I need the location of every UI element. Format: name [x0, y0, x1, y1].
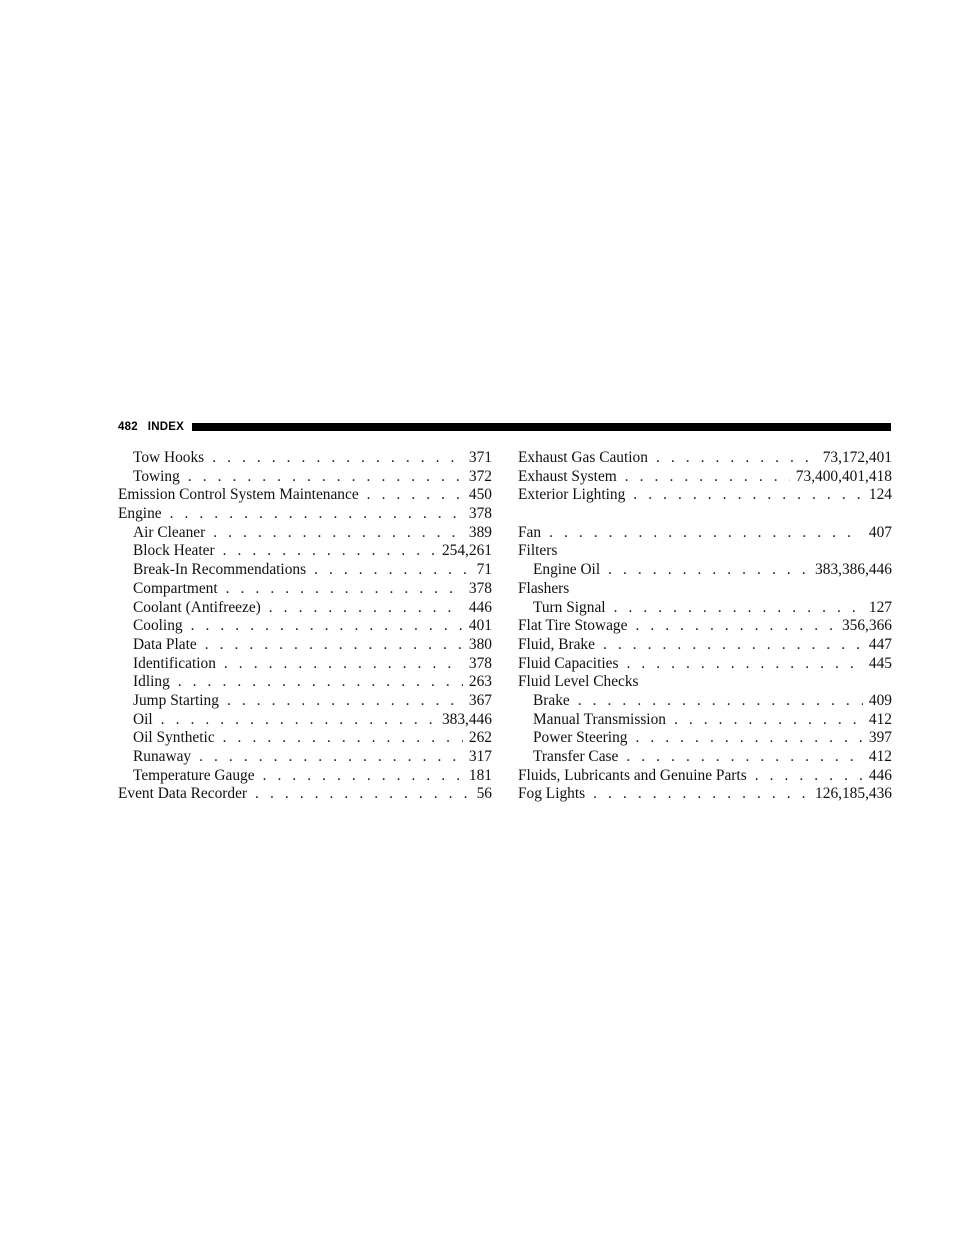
index-page-refs: 73,400,401,418: [795, 467, 892, 485]
index-page-refs: 378: [468, 579, 492, 597]
index-subentry: [518, 748, 892, 767]
dot-leader: [255, 785, 471, 804]
index-term: Flat Tire Stowage: [518, 617, 628, 635]
index-entry: [518, 542, 892, 561]
index-term: Coolant (Antifreeze): [133, 598, 261, 616]
index-entry: [518, 636, 892, 655]
index-page-refs: 412: [868, 748, 892, 765]
index-page-refs: 383,386,446: [815, 561, 892, 579]
index-entry: [518, 785, 892, 804]
index-term: Oil: [133, 710, 153, 728]
index-subentry: [118, 599, 492, 618]
dot-leader: [635, 617, 836, 636]
dot-leader: [549, 524, 863, 543]
index-term: Fluid Level Checks: [518, 673, 639, 691]
dot-leader: [212, 449, 463, 468]
index-entry: [518, 617, 892, 636]
index-page-refs: 262: [468, 729, 492, 747]
dot-leader: [199, 748, 463, 767]
index-term: Air Cleaner: [133, 523, 206, 541]
index-term: Runaway: [133, 748, 192, 765]
index-page-refs: 446: [468, 598, 492, 616]
index-page-refs: 127: [868, 598, 892, 616]
dot-leader: [593, 785, 809, 804]
dot-leader: [578, 692, 863, 711]
index-entry: [518, 580, 892, 599]
index-page-refs: 446: [868, 766, 892, 784]
dot-leader: [608, 561, 809, 580]
index-term: Engine Oil: [533, 561, 601, 579]
index-subentry: [118, 561, 492, 580]
index-page-refs: 447: [868, 635, 892, 653]
index-entry: [518, 524, 892, 543]
index-page-refs: 450: [468, 486, 492, 504]
index-subentry: [118, 729, 492, 748]
dot-leader: [170, 505, 463, 524]
dot-leader: [633, 486, 863, 505]
index-term: Exhaust System: [518, 467, 617, 485]
index-column-left: [118, 449, 492, 804]
dot-leader: [226, 580, 463, 599]
index-subentry: [118, 655, 492, 674]
index-entry: [518, 767, 892, 786]
dot-leader: [626, 748, 863, 767]
index-page-refs: 378: [468, 505, 492, 523]
index-subentry: [118, 617, 492, 636]
index-term: Fluid, Brake: [518, 635, 595, 653]
index-page-refs: 445: [868, 654, 892, 672]
index-page-refs: 380: [468, 635, 492, 653]
dot-leader: [603, 636, 863, 655]
dot-leader: [224, 655, 463, 674]
dot-leader: [625, 468, 790, 487]
index-entry: [518, 655, 892, 674]
dot-leader: [223, 729, 463, 748]
index-term: Exhaust Gas Caution: [518, 449, 648, 466]
index-subentry: [118, 692, 492, 711]
index-page-refs: 254,261: [441, 542, 492, 560]
dot-leader: [263, 767, 463, 786]
index-entry: [118, 505, 492, 524]
index-page-refs: 56: [476, 785, 492, 803]
index-term: Transfer Case: [533, 748, 619, 765]
index-subentry: [518, 599, 892, 618]
index-term: Cooling: [133, 617, 183, 635]
index-term: Compartment: [133, 579, 218, 597]
index-page-refs: 317: [468, 748, 492, 765]
index-entry: [518, 449, 892, 468]
index-page-refs: 383,446: [441, 710, 492, 728]
dot-leader: [161, 711, 436, 730]
index-page-refs: 73,172,401: [822, 449, 892, 466]
index-entry: [118, 486, 492, 505]
index-term: Brake: [533, 691, 570, 709]
index-page-refs: 124: [868, 486, 892, 504]
index-term: Event Data Recorder: [118, 785, 248, 803]
index-entry: [118, 785, 492, 804]
index-term: Power Steering: [533, 729, 628, 747]
index-subentry: [518, 692, 892, 711]
index-subentry: [118, 468, 492, 487]
dot-leader: [188, 468, 463, 487]
index-subentry: [118, 449, 492, 468]
index-term: Idling: [133, 673, 170, 691]
index-term: Block Heater: [133, 542, 215, 560]
index-term: Fluid Capacities: [518, 654, 619, 672]
index-term: Data Plate: [133, 635, 197, 653]
index-page-refs: 372: [468, 467, 492, 485]
index-term: Jump Starting: [133, 691, 219, 709]
header-rule: [192, 423, 891, 431]
index-subentry: [518, 711, 892, 730]
index-page-refs: 367: [468, 691, 492, 709]
index-term: Break-In Recommendations: [133, 561, 307, 579]
section-title: INDEX: [147, 421, 184, 433]
index-subentry: [118, 711, 492, 730]
index-page-refs: 126,185,436: [815, 785, 892, 803]
index-page-refs: 263: [468, 673, 492, 691]
index-term: Towing: [133, 467, 180, 485]
index-page-refs: 378: [468, 654, 492, 672]
index-page-refs: 371: [468, 449, 492, 466]
index-subentry: [118, 636, 492, 655]
index-page-refs: 409: [868, 691, 892, 709]
index-page-refs: 181: [468, 766, 492, 784]
dot-leader: [367, 486, 463, 505]
index-term: Identification: [133, 654, 216, 672]
page-number: 482: [118, 421, 138, 433]
index-entry: [518, 486, 892, 505]
index-subentry: [118, 542, 492, 561]
index-term: Oil Synthetic: [133, 729, 215, 747]
index-term: Manual Transmission: [533, 710, 666, 728]
dot-leader: [314, 561, 471, 580]
dot-leader: [614, 599, 863, 618]
dot-leader: [626, 655, 862, 674]
index-subentry: [118, 524, 492, 543]
dot-leader: [656, 449, 817, 468]
dot-leader: [223, 542, 436, 561]
index-page-refs: 412: [868, 710, 892, 728]
index-entry: [518, 468, 892, 487]
index-page-refs: 389: [468, 523, 492, 541]
index-subentry: [118, 580, 492, 599]
dot-leader: [269, 599, 463, 618]
index-gap: [518, 505, 892, 524]
index-page-refs: 407: [868, 523, 892, 541]
dot-leader: [635, 729, 862, 748]
index-page-refs: 71: [476, 561, 492, 579]
dot-leader: [674, 711, 863, 730]
index-term: Flashers: [518, 579, 570, 597]
index-page-refs: 401: [468, 617, 492, 635]
index-term: Engine: [118, 505, 162, 523]
dot-leader: [227, 692, 463, 711]
page-header: [118, 419, 891, 435]
index-term: Fan: [518, 523, 542, 541]
dot-leader: [191, 617, 463, 636]
index-subentry: [118, 767, 492, 786]
index-term: Fog Lights: [518, 785, 586, 803]
index-entry: [518, 673, 892, 692]
index-term: Tow Hooks: [133, 449, 205, 466]
index-term: Filters: [518, 542, 558, 560]
index-subentry: [118, 673, 492, 692]
index-term: Turn Signal: [533, 598, 606, 616]
index-term: Exterior Lighting: [518, 486, 626, 504]
index-term: Fluids, Lubricants and Genuine Parts: [518, 766, 747, 784]
dot-leader: [213, 524, 463, 543]
index-column-right: [518, 449, 892, 804]
dot-leader: [178, 673, 463, 692]
index-term: Emission Control System Maintenance: [118, 486, 359, 504]
index-subentry: [518, 561, 892, 580]
index-page-refs: 356,366: [841, 617, 892, 635]
index-page-refs: 397: [868, 729, 892, 747]
dot-leader: [205, 636, 463, 655]
dot-leader: [755, 767, 863, 786]
index-subentry: [518, 729, 892, 748]
index-term: Temperature Gauge: [133, 766, 255, 784]
index-subentry: [118, 748, 492, 767]
